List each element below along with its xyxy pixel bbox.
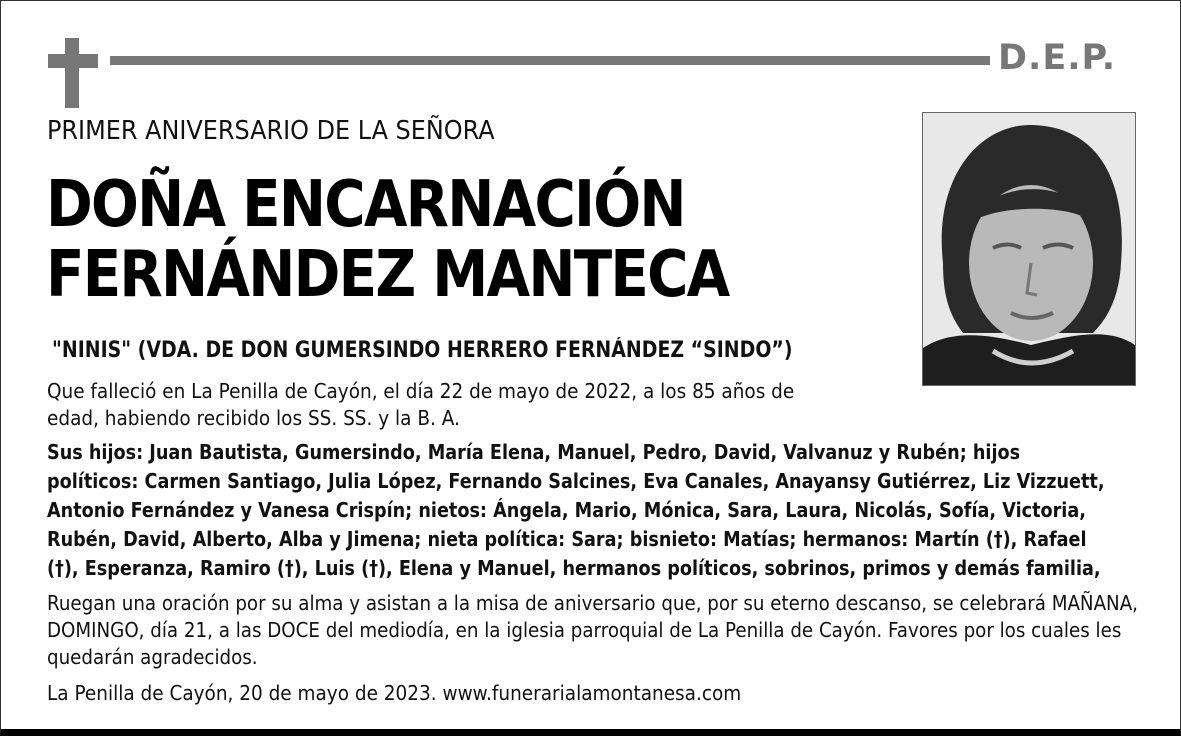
header-rule [110, 56, 990, 65]
nickname-line: "NINIS" (VDA. DE DON GUMERSINDO HERRERO FERNÁNDEZ “SINDO”) [52, 338, 793, 363]
footer-line: La Penilla de Cayón, 20 de mayo de 2023. www.funerarialamontanesa.com [47, 681, 742, 705]
mass-request: Ruegan una oración por su alma y asistan a la misa de aniversario que, por su eterno descanso, se celebrará MAÑANA, DOMINGO, día 21, a las DOCE del mediodía, en la iglesia parroquial de La Penilla de Cayón. Favores por los cuales les quedarán agradecidos. [47, 591, 1138, 669]
death-notice: Que falleció en La Penilla de Cayón, el día 22 de mayo de 2022, a los 85 años de edad, habiendo recibido los SS. SS. y la B. A. [47, 379, 795, 430]
cross-icon [65, 38, 79, 108]
portrait-photo [922, 112, 1136, 386]
family-list: Sus hijos: Juan Bautista, Gumersindo, María Elena, Manuel, Pedro, David, Valvanuz y Rubén; hijos políticos: Carmen Santiago, Julia López, Fernando Salcines, Eva Canales, Anayansy Gutiérrez, Liz Vizzuett, Antonio Fernández y Vanesa Crispín; nietos: Ángela, Mario, Mónica, Sara, Laura, Nicolás, Sofía, Victoria, Rubén, David, Alberto, Alba y Jimena; nieta política: Sara; bisnieto: Matías; hermanos: Martín (†), Rafael (†), Esperanza, Ramiro (†), Luis (†), Elena y Manuel, hermanos políticos, sobrinos, primos y demás familia, [47, 440, 1105, 580]
dep-heading: D.E.P. [998, 38, 1117, 78]
deceased-name-line1: DOÑA ENCARNACIÓN [46, 168, 685, 242]
cross-icon-bar [48, 54, 98, 68]
intro-line: PRIMER ANIVERSARIO DE LA SEÑORA [47, 116, 495, 146]
deceased-name-line2: FERNÁNDEZ MANTECA [46, 238, 729, 312]
